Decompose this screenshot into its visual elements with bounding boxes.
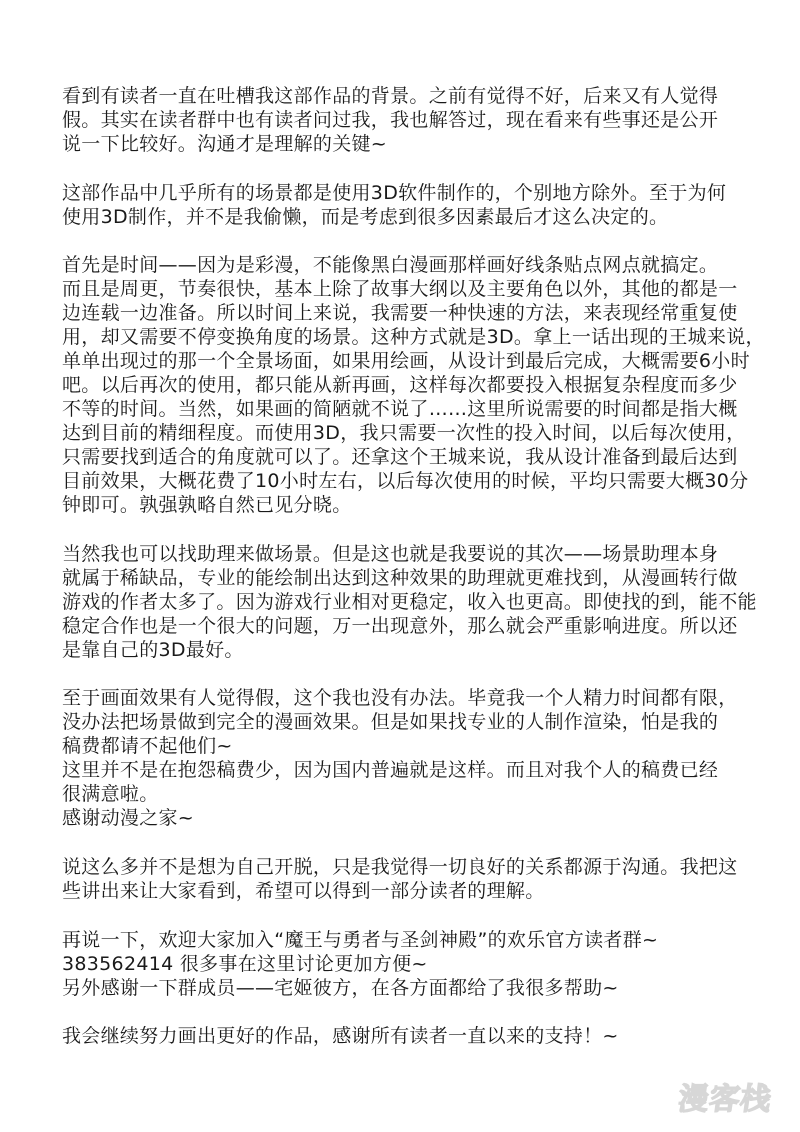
text-line: 稳定合作也是一个很大的问题，万一出现意外，那么就会严重影响进度。所以还 [62, 615, 738, 637]
text-line: 当然我也可以找助理来做场景。但是这也就是我要说的其次——场景助理本身 [62, 543, 719, 565]
text-line: 没办法把场景做到完全的漫画效果。但是如果找专业的人制作渲染，怕是我的 [62, 711, 719, 733]
text-line: 只需要找到适合的角度就可以了。还拿这个王城来说，我从设计准备到最后达到 [62, 446, 738, 468]
text-line: 钟即可。孰强孰略自然已见分晓。 [62, 494, 352, 516]
text-line: 目前效果，大概花费了10小时左右，以后每次使用的时候，平均只需要大概30分 [62, 470, 749, 492]
text-line: 首先是时间——因为是彩漫，不能像黑白漫画那样画好线条贴点网点就搞定。 [62, 254, 719, 276]
text-line: 稿费都请不起他们~ [62, 735, 233, 757]
text-line: 383562414 很多事在这里讨论更加方便~ [62, 953, 428, 975]
text-line: 感谢动漫之家~ [62, 807, 195, 829]
text-line: 就属于稀缺品，专业的能绘制出达到这种效果的助理就更难找到，从漫画转行做 [62, 567, 738, 589]
text-line: 这部作品中几乎所有的场景都是使用3D软件制作的，个别地方除外。至于为何 [62, 182, 727, 204]
text-line: 用，却又需要不停变换角度的场景。这种方式就是3D。拿上一话出现的王城来说， [62, 326, 765, 348]
watermark-logo: 漫客栈 [676, 1082, 774, 1117]
text-line: 使用3D制作，并不是我偷懒，而是考虑到很多因素最后才这么决定的。 [62, 206, 669, 228]
text-line: 假。其实在读者群中也有读者问过我，我也解答过，现在看来有些事还是公开 [62, 109, 719, 131]
text-line: 边连载一边准备。所以时间上来说，我需要一种快速的方法，来表现经常重复使 [62, 302, 738, 324]
text-line: 说这么多并不是想为自己开脱，只是我觉得一切良好的关系都源于沟通。我把这 [62, 856, 738, 878]
text-line: 吧。以后再次的使用，都只能从新再画，这样每次都要投入根据复杂程度而多少 [62, 374, 738, 396]
text-line: 看到有读者一直在吐槽我这部作品的背景。之前有觉得不好，后来又有人觉得 [62, 85, 719, 107]
text-line: 是靠自己的3D最好。 [62, 639, 244, 661]
text-line: 游戏的作者太多了。因为游戏行业相对更稳定，收入也更高。即使找的到，能不能 [62, 591, 757, 613]
text-line: 单单出现过的那一个全景场面，如果用绘画，从设计到最后完成，大概需要6小时 [62, 350, 750, 372]
text-line: 达到目前的精细程度。而使用3D，我只需要一次性的投入时间，以后每次使用， [62, 422, 746, 444]
text-line: 这里并不是在抱怨稿费少，因为国内普遍就是这样。而且对我个人的稿费已经 [62, 759, 719, 781]
text-line: 至于画面效果有人觉得假，这个我也没有办法。毕竟我一个人精力时间都有限， [62, 687, 738, 709]
text-line: 而且是周更，节奏很快，基本上除了故事大纲以及主要角色以外，其他的都是一 [62, 278, 738, 300]
text-line: 另外感谢一下群成员——宅姬彼方，在各方面都给了我很多帮助~ [62, 977, 619, 999]
text-line: 再说一下，欢迎大家加入“魔王与勇者与圣剑神殿”的欢乐官方读者群~ [62, 929, 659, 951]
text-line: 很满意啦。 [62, 783, 159, 805]
text-line: 说一下比较好。沟通才是理解的关键~ [62, 133, 388, 155]
text-line: 不等的时间。当然，如果画的简陋就不说了……这里所说需要的时间都是指大概 [62, 398, 738, 420]
text-line: 我会继续努力画出更好的作品，感谢所有读者一直以来的支持！~ [62, 1025, 619, 1047]
text-line: 些讲出来让大家看到，希望可以得到一部分读者的理解。 [62, 880, 545, 902]
